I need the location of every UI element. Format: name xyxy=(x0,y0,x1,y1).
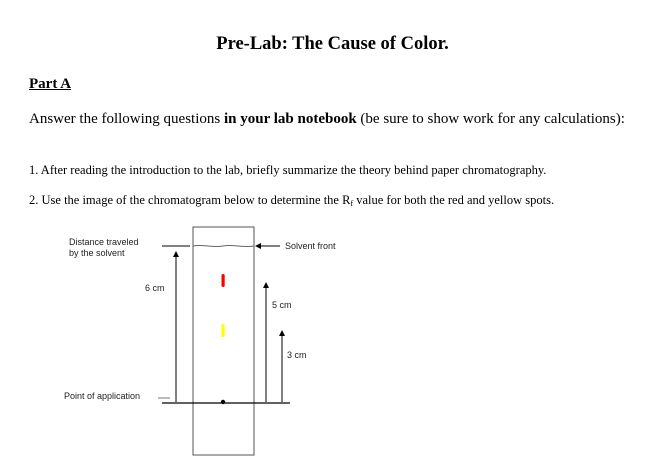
distance-label xyxy=(69,237,139,259)
yellow-spot xyxy=(222,324,225,337)
red-spot xyxy=(222,274,225,287)
instructions-text: Answer the following questions xyxy=(29,111,224,127)
paper-strip xyxy=(193,227,254,455)
solvent-front-line xyxy=(193,245,254,246)
distance-label-line2: by the solvent xyxy=(69,248,125,258)
point-of-application-label: Point of application xyxy=(64,391,141,401)
three-cm-label: 3 cm xyxy=(287,350,307,360)
instructions-text-end: (be sure to show work for any calculations): xyxy=(356,111,625,127)
question-2-text-end: value for both the red and yellow spots. xyxy=(353,193,555,207)
distance-label-line1: Distance traveled xyxy=(69,237,139,247)
five-cm-label: 5 cm xyxy=(272,300,292,310)
question-1: 1. After reading the introduction to the lab, briefly summarize the theory behind paper chromatography. xyxy=(29,163,547,177)
page-title: Pre-Lab: The Cause of Color. xyxy=(216,34,449,54)
origin-dot xyxy=(221,400,225,404)
solvent-front-label: Solvent front xyxy=(285,241,336,251)
instructions-emphasis: in your lab notebook xyxy=(223,111,357,127)
question-2-text: 2. Use the image of the chromatogram below to determine the R xyxy=(29,193,351,207)
part-heading: Part A xyxy=(29,76,72,92)
six-cm-label: 6 cm xyxy=(145,283,165,293)
rf-subscript: f xyxy=(350,199,354,208)
